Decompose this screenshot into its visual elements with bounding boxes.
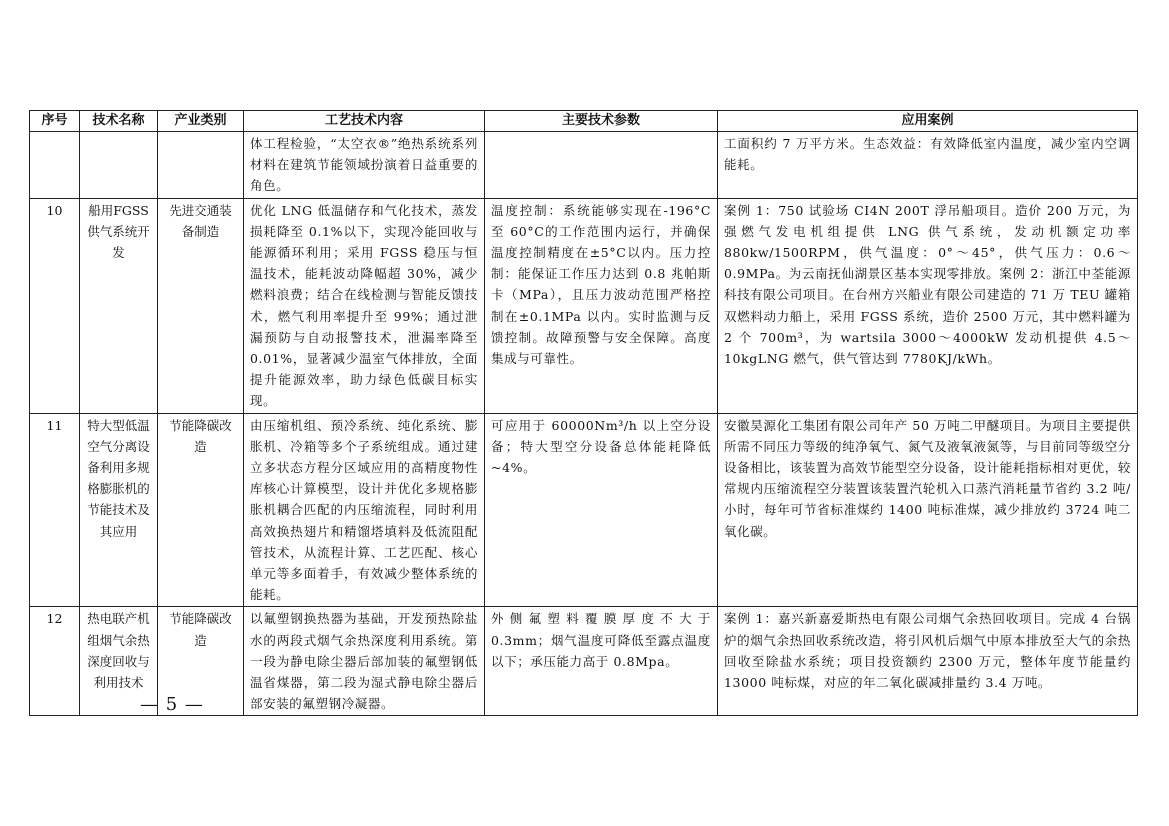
cell-process: 优化 LNG 低温储存和气化技术，蒸发损耗降至 0.1%以下，实现冷能回收与能源循环利用；采用 FGSS 稳压与恒温技术，能耗波动降幅超 30%，减少燃料浪费；结合在线检测与智能反馈技术，燃气利用率提升至 99%；通过泄漏预防与自动报警技术，泄漏率降至 0.01%，显著减少温室气体排放，全面提升能源效率，助力绿色低碳目标实现。	[244, 198, 485, 413]
cell-no	[30, 132, 80, 199]
cell-category	[158, 132, 244, 199]
cell-no: 10	[30, 198, 80, 413]
cell-category: 节能降碳改造	[158, 413, 244, 607]
table-row	[30, 198, 1138, 413]
cell-process: 由压缩机组、预冷系统、纯化系统、膨胀机、冷箱等多个子系统组成。通过建立多状态方程分区域应用的高精度物性库核心计算模型，设计并优化多规格膨胀机耦合匹配的内压缩流程，同时利用高效换热翅片和精馏塔填料及低流阻配管技术，从流程计算、工艺匹配、核心单元等多面着手，有效减少整体系统的能耗。	[244, 413, 485, 607]
cell-cases: 案例 1：嘉兴新嘉爱斯热电有限公司烟气余热回收项目。完成 4 台锅炉的烟气余热回收系统改造，将引风机后烟气中原本排放至大气的余热回收至除盐水系统；项目投资额约 2300 万元，整体年度节能量约 13000 吨标煤，对应的年二氧化碳减排量约 3.4 万吨。	[718, 607, 1138, 716]
cell-category: 先进交通装备制造	[158, 198, 244, 413]
header-params: 主要技术参数	[485, 111, 718, 132]
cell-params: 温度控制：系统能够实现在-196°C 至 60°C的工作范围内运行，并确保温度控制精度在±5°C以内。压力控制：能保证工作压力达到 0.8 兆帕斯卡（MPa），且压力波动范围严格控制在±0.1MPa 以内。实时监测与反馈控制。故障预警与安全保障。高度集成与可靠性。	[485, 198, 718, 413]
cell-cases: 工面积约 7 万平方米。生态效益：有效降低室内温度，减少室内空调能耗。	[718, 132, 1138, 199]
header-no: 序号	[30, 111, 80, 132]
header-category: 产业类别	[158, 111, 244, 132]
cell-cases: 安徽昊源化工集团有限公司年产 50 万吨二甲醚项目。为项目主要提供所需不同压力等级的纯净氧气、氮气及液氧液氮等，与目前同等级空分设备相比，该装置为高效节能型空分设备，设计能耗指标相对更优，较常规内压缩流程空分装置该装置汽轮机入口蒸汽消耗量节省约 3.2 吨/小时，每年可节省标准煤约 1400 吨标准煤，减少排放约 3724 吨二氧化碳。	[718, 413, 1138, 607]
page-number: — 5 —	[140, 694, 204, 715]
cell-tech-name: 特大型低温空气分离设备利用多规格膨胀机的节能技术及其应用	[80, 413, 158, 607]
cell-tech-name: 热电联产机组烟气余热深度回收与利用技术	[80, 607, 158, 716]
cell-process: 以氟塑钢换热器为基础，开发预热除盐水的两段式烟气余热深度利用系统。第一段为静电除尘器后部加装的氟塑钢低温省煤器，第二段为湿式静电除尘器后部安装的氟塑钢冷凝器。	[244, 607, 485, 716]
header-process: 工艺技术内容	[244, 111, 485, 132]
table-row	[30, 132, 1138, 199]
cell-cases: 案例 1：750 试验场 CI4N 200T 浮吊船项目。造价 200 万元，为强燃气发电机组提供 LNG 供气系统，发动机额定功率 880kw/1500RPM，供气温度：0°～45°，供气压力：0.6～0.9MPa。为云南抚仙湖景区基本实现零排放。案例 2：浙江中荃能源科技有限公司项目。在台州方兴船业有限公司建造的 71 万 TEU 罐箱双燃料动力船上，采用 FGSS 系统，造价 2500 万元，其中燃料罐为 2 个 700m³，为 wartsila 3000～4000kW 发动机提供 4.5～10kgLNG 燃气，供气管达到 7780KJ/kWh。	[718, 198, 1138, 413]
cell-category: 节能降碳改造	[158, 607, 244, 716]
cell-tech-name	[80, 132, 158, 199]
cell-params	[485, 132, 718, 199]
table-row	[30, 413, 1138, 607]
header-cases: 应用案例	[718, 111, 1138, 132]
table-header-row	[30, 111, 1138, 132]
cell-tech-name: 船用FGSS 供气系统开发	[80, 198, 158, 413]
cell-params: 外侧氟塑料覆膜厚度不大于 0.3mm；烟气温度可降低至露点温度以下；承压能力高于 0.8Mpa。	[485, 607, 718, 716]
cell-no: 11	[30, 413, 80, 607]
technology-table	[29, 110, 1138, 716]
cell-no: 12	[30, 607, 80, 716]
cell-params: 可应用于 60000Nm³/h 以上空分设备；特大型空分设备总体能耗降低~4%。	[485, 413, 718, 607]
cell-process: 体工程检验，“太空衣®”绝热系统系列材料在建筑节能领域扮演着日益重要的角色。	[244, 132, 485, 199]
header-tech-name: 技术名称	[80, 111, 158, 132]
